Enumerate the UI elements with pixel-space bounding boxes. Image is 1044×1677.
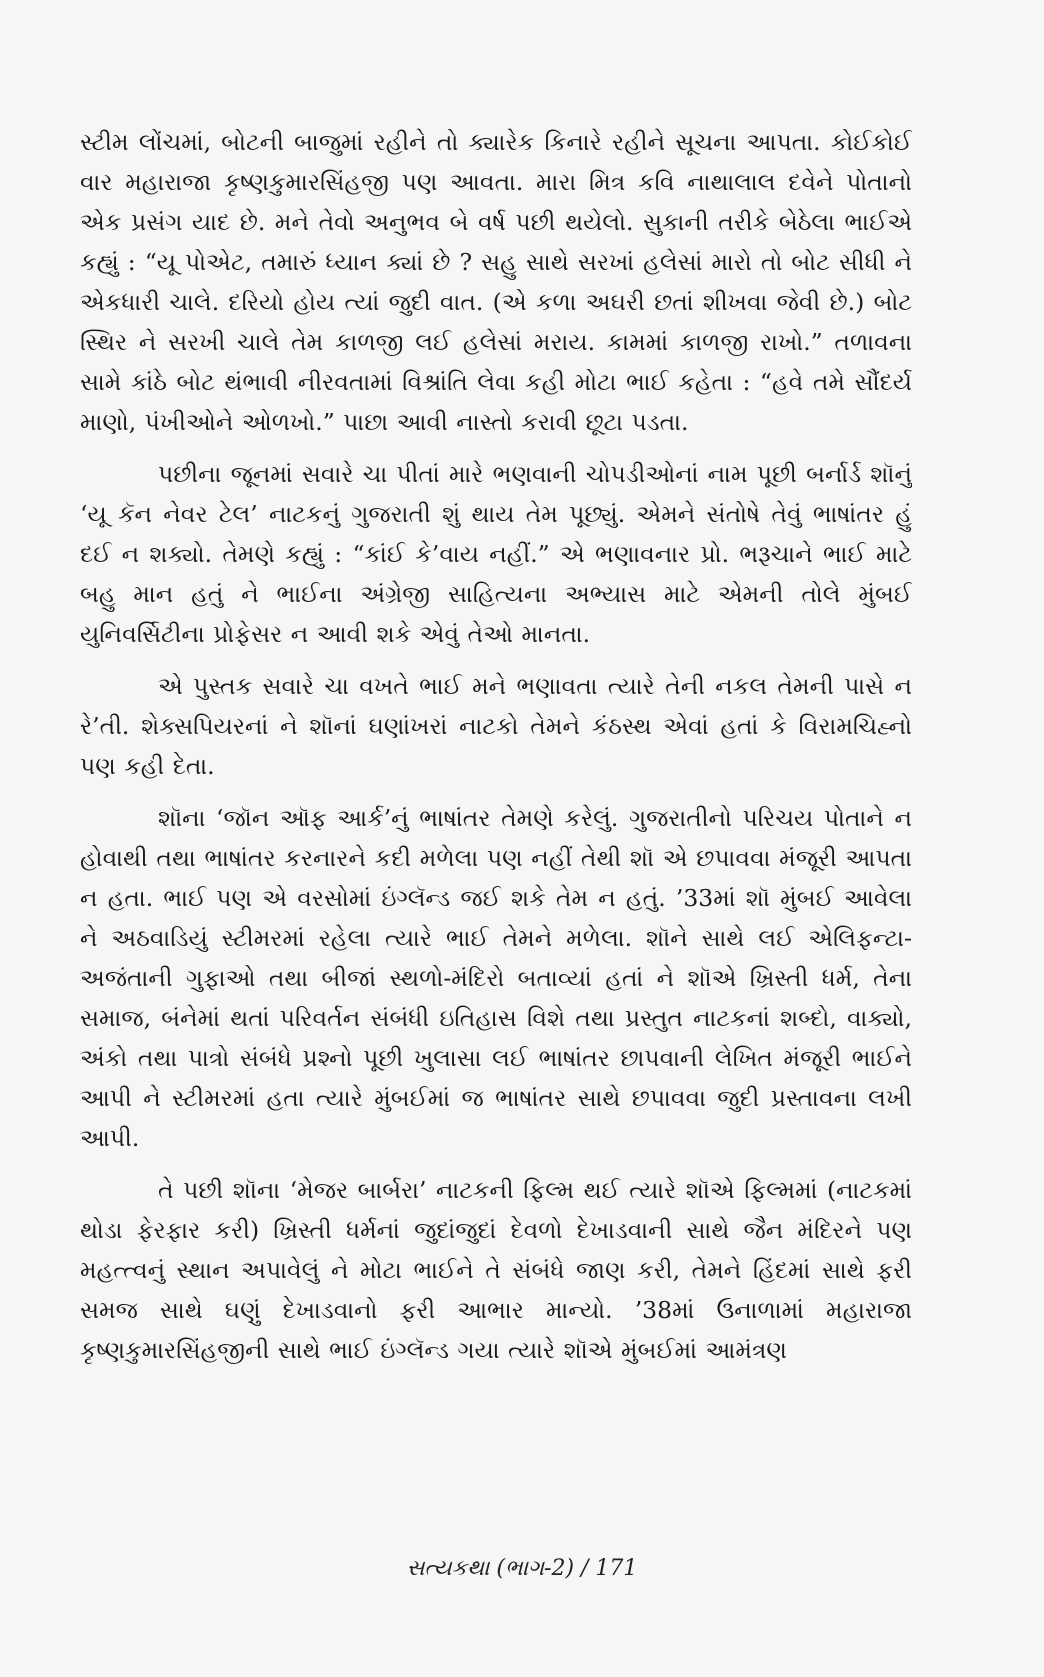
paragraph: શૉના ‘જૉન ઑફ આર્ક’નું ભાષાંતર તેમણે કરેલું. ગુજરાતીનો પરિચય પોતાને ન હોવાથી તથા ભાષાંતર કરનારને કદી મળેલા પણ નહીં તેથી શૉ એ છપાવવા મંજૂરી આપતા ન હતા. ભાઈ પણ એ વરસોમાં ઇંગ્લૅન્ડ જઈ શકે તેમ ન હતું. ’33માં શૉ મુંબઈ આવેલા ને અઠવાડિયું સ્ટીમરમાં રહેલા ત્યારે ભાઈ તેમને મળેલા. શૉને સાથે લઈ એલિફન્ટા-અજંતાની ગુફાઓ તથા બીજાં સ્થળો-મંદિરો બતાવ્યાં હતાં ને શૉએ ખ્રિસ્તી ધર્મ, તેના સમાજ, બંનેમાં થતાં પરિવર્તન સંબંધી ઇતિહાસ વિશે તથા પ્રસ્તુત નાટકનાં શબ્દો, વાક્યો, અંકો તથા પાત્રો સંબંધે પ્રશ્નો પૂછી ખુલાસા લઈ ભાષાંતર છાપવાની લેખિત મંજૂરી ભાઈને આપી ને સ્ટીમરમાં હતા ત્યારે મુંબઈમાં જ ભાષાંતર સાથે છપાવવા જુદી પ્રસ્તાવના લખી આપી.: [80, 804, 912, 1152]
page-footer: સત્યકથા (ભાગ-2) / 171: [406, 1556, 638, 1581]
paragraph: તે પછી શૉના ‘મેજર બાર્બરા’ નાટકની ફિલ્મ થઈ ત્યારે શૉએ ફિલ્મમાં (નાટકમાં થોડા ફેરફાર કરી) ખ્રિસ્તી ધર્મનાં જુદાંજુદાં દેવળો દેખાડવાની સાથે જૈન મંદિરને પણ મહત્ત્વનું સ્થાન અપાવેલું ને મોટા ભાઈને તે સંબંધે જાણ કરી, તેમને હિંદમાં સાથે ફરી સમજ સાથે ઘણું દેખાડવાનો ફરી આભાર માન્યો. ’38માં ઉનાળામાં મહારાજા કૃષ્ણકુમારસિંહજીની સાથે ભાઈ ઇંગ્લૅન્ડ ગયા ત્યારે શૉએ મુંબઈમાં આમંત્રણ: [80, 1176, 912, 1364]
paragraph: એ પુસ્તક સવારે ચા વખતે ભાઈ મને ભણાવતા ત્યારે તેની નકલ તેમની પાસે ન રે’તી. શેક્સપિયરનાં ને શૉનાં ઘણાંખરાં નાટકો તેમને કંઠસ્થ એવાં હતાં કે વિરામચિહ્નો પણ કહી દેતા.: [80, 672, 912, 780]
paragraph: પછીના જૂનમાં સવારે ચા પીતાં મારે ભણવાની ચોપડીઓનાં નામ પૂછી બર્નાર્ડ શૉનું ‘યૂ કૅન નેવર ટેલ’ નાટકનું ગુજરાતી શું થાય તેમ પૂછ્યું. એમને સંતોષે તેવું ભાષાંતર હું દઈ ન શક્યો. તેમણે કહ્યું : “કાંઈ કે’વાય નહીં.” એ ભણાવનાર પ્રો. ભરૂચાને ભાઈ માટે બહુ માન હતું ને ભાઈના અંગ્રેજી સાહિત્યના અભ્યાસ માટે એમની તોલે મુંબઈ યુનિવર્સિટીના પ્રોફેસર ન આવી શકે એવું તેઓ માનતા.: [80, 460, 912, 648]
paragraph: સ્ટીમ લોંચમાં, બોટની બાજુમાં રહીને તો ક્યારેક કિનારે રહીને સૂચના આપતા. કોઈકોઈ વાર મહારાજા કૃષ્ણકુમારસિંહજી પણ આવતા. મારા મિત્ર કવિ નાથાલાલ દવેને પોતાનો એક પ્રસંગ યાદ છે. મને તેવો અનુભવ બે વર્ષ પછી થયેલો. સુકાની તરીકે બેઠેલા ભાઈએ કહ્યું : “યૂ પોએટ, તમારું ધ્યાન ક્યાં છે ? સહુ સાથે સરખાં હલેસાં મારો તો બોટ સીધી ને એકધારી ચાલે. દરિયો હોય ત્યાં જુદી વાત. (એ કળા અઘરી છતાં શીખવા જેવી છે.) બોટ સ્થિર ને સરખી ચાલે તેમ કાળજી લઈ હલેસાં મરાય. કામમાં કાળજી રાખો.” તળાવના સામે કાંઠે બોટ થંભાવી નીરવતામાં વિશ્રાંતિ લેવા કહી મોટા ભાઈ કહેતા : “હવે તમે સૌંદર્ય માણો, પંખીઓને ઓળખો.” પાછા આવી નાસ્તો કરાવી છૂટા પડતા.: [80, 128, 912, 436]
page-body: [80, 122, 912, 1562]
